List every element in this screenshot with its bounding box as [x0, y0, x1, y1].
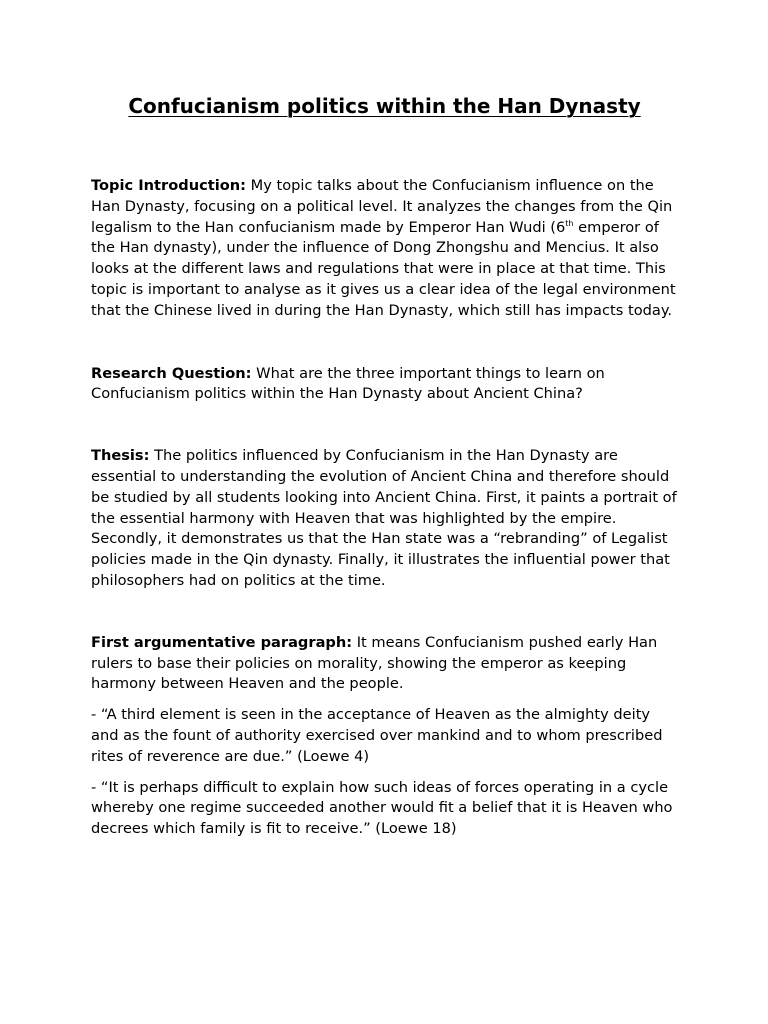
research-question-text: What are the three important things to learn on Confucianism politics within the Han Dynasty about Ancient China? — [91, 364, 605, 403]
thesis-paragraph — [91, 446, 678, 592]
topic-introduction-label: Topic Introduction: — [91, 177, 246, 194]
topic-introduction-text-end: emperor of the Han dynasty), under the influence of Dong Zhongshu and Mencius. It also looks at the different laws and regulations that were in place at that time. This topic is important to analyse as it gives us a clear idea of the legal environment that the Chinese lived in during the Han Dynasty, which still has impacts today. — [91, 218, 676, 319]
ordinal-superscript: th — [565, 218, 574, 228]
research-question-label: Research Question: — [91, 364, 252, 382]
first-argumentative-label: First argumentative paragraph: — [91, 633, 353, 651]
first-argumentative-paragraph — [91, 633, 678, 695]
topic-introduction-paragraph — [91, 176, 678, 322]
first-argumentative-text: It means Confucianism pushed early Han rulers to base their policies on morality, showing the emperor as keeping harmony between Heaven and the people. — [91, 633, 658, 693]
research-question-paragraph — [91, 364, 678, 406]
thesis-label: Thesis: — [91, 447, 150, 465]
thesis-text: The politics influenced by Confucianism in the Han Dynasty are essential to understanding the evolution of Ancient China and therefore should be studied by all students looking into Ancient China. First, it paints a portrait of the essential harmony with Heaven that was highlighted by the empire. Secondly, it demonstrates us that the Han state was a “rebranding” of Legalist policies made in the Qin dynasty. Finally, it illustrates the influential power that philosophers had on politics at the time. — [91, 447, 677, 589]
quote-item: - “It is perhaps difficult to explain how such ideas of forces operating in a cycle whereby one regime succeeded another would fit a belief that it is Heaven who decrees which family is fit to receive.” (Loewe 18) — [91, 778, 673, 838]
quote-item: - “A third element is seen in the acceptance of Heaven as the almighty deity and as the fount of authority exercised over mankind and to whom prescribed rites of reverence are due.” (Loewe 4) — [91, 706, 663, 765]
page-title: Confucianism politics within the Han Dynasty — [128, 94, 641, 118]
topic-introduction-text-start: My topic talks about the Confucianism influence on the Han Dynasty, focusing on a political level. It analyzes the changes from the Qin legalism to the Han confucianism made by Emperor Han Wudi (6 — [91, 177, 673, 236]
